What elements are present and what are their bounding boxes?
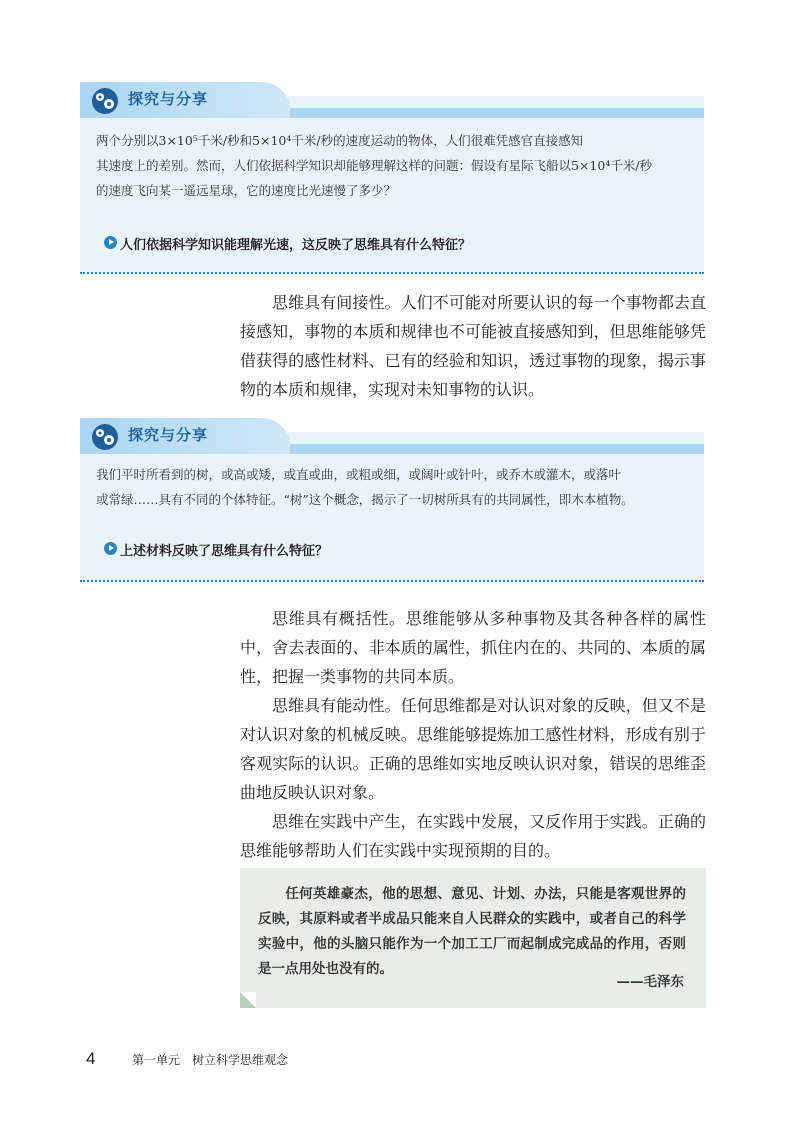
quote-author: ——毛泽东	[616, 974, 684, 990]
quote-text	[258, 882, 686, 982]
body-paragraph-group-1	[240, 288, 706, 404]
page-number: 4	[86, 1049, 96, 1068]
header-rule	[260, 108, 704, 118]
body-paragraph-group-2	[240, 604, 706, 865]
explore-share-box-2	[80, 426, 704, 582]
paragraph-indirectness: 思维具有间接性。人们不可能对所要认识的每一个事物都去直接感知，事物的本质和规律也不可能被直接感知到，但思维能够凭借获得的感性材料、已有的经验和知识，透过事物的现象，揭示事物的本质和规律，实现对未知事物的认识。	[240, 293, 706, 399]
quote-box	[240, 868, 706, 1008]
question-text: 上述材料反映了思维具有什么特征？	[120, 544, 329, 559]
quote-body: 任何英雄豪杰，他的思想、意见、计划、办法，只能是客观世界的反映，其原料或者半成品只能来自人民群众的实践中，或者自己的科学实验中，他的头脑只能作为一个加工工厂而起制成完成品的作用，否则是一点用处也没有的。	[258, 886, 686, 977]
explore-icon	[90, 422, 120, 452]
dotted-divider	[80, 272, 704, 274]
paragraph-practice: 思维在实践中产生，在实践中发展，又反作用于实践。正确的思维能够帮助人们在实践中实现预期的目的。	[240, 812, 706, 860]
unit-title: 第一单元 树立科学思维观念	[132, 1053, 289, 1067]
paragraph-initiative: 思维具有能动性。任何思维都是对认识对象的反映，但又不是对认识对象的机械反映。思维能够提炼加工感性材料，形成有别于客观实际的认识。正确的思维如实地反映认识对象，错误的思维歪曲地反映认识对象。	[240, 696, 706, 802]
explore-share-box-1	[80, 90, 704, 274]
question	[120, 234, 471, 253]
explore-line: 两个分别以3×10⁵千米/秒和5×10⁴千米/秒的速度运动的物体，人们很难凭感官直接感知	[96, 133, 584, 148]
arrow-right-icon	[104, 236, 117, 249]
header-rule	[260, 444, 704, 454]
quote-corner-fold	[240, 992, 256, 1008]
dotted-divider	[80, 580, 704, 582]
explore-text	[96, 462, 686, 512]
explore-line: 的速度飞向某一遥远星球，它的速度比光速慢了多少？	[96, 183, 397, 198]
question-text: 人们依据科学知识能理解光速，这反映了思维具有什么特征？	[120, 238, 472, 253]
explore-line: 我们平时所看到的树，或高或矮，或直或曲，或粗或细，或阔叶或针叶，或乔木或灌木，或落叶	[96, 467, 622, 482]
paragraph-generality: 思维具有概括性。思维能够从多种事物及其各种各样的属性中，舍去表面的、非本质的属性，抓住内在的、共同的、本质的属性，把握一类事物的共同本质。	[240, 609, 706, 686]
explore-line: 或常绿……具有不同的个体特征。“树”这个概念，揭示了一切树所具有的共同属性，即木本植物。	[96, 492, 634, 507]
arrow-right-icon	[104, 542, 117, 555]
explore-text	[96, 128, 686, 203]
explore-title: 探究与分享	[128, 90, 209, 108]
explore-icon	[90, 86, 120, 116]
explore-line: 其速度上的差别。然而，人们依据科学知识却能够理解这样的问题：假设有星际飞船以5×10⁴千米/秒	[96, 158, 653, 173]
question	[120, 540, 328, 559]
explore-title: 探究与分享	[128, 426, 209, 444]
